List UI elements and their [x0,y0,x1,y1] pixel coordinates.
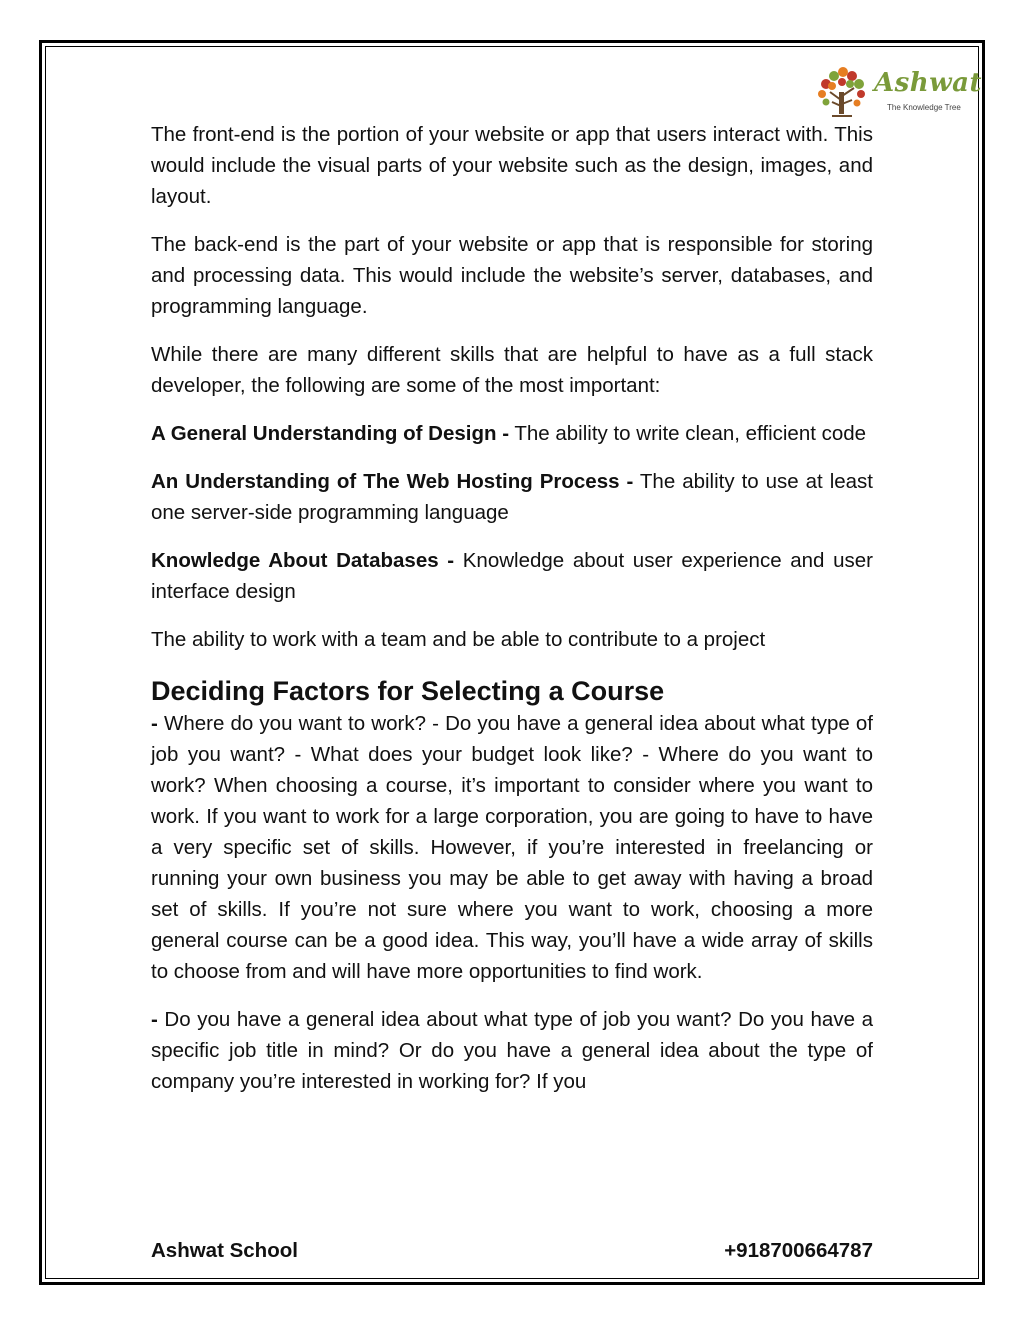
tree-icon [812,62,872,122]
section-paragraph-1-text: Where do you want to work? - Do you have a general idea about what type of job you want? - What does your budget look like? - Where do you want to work? When choosing a course, it’s important to consider where you want to work. If you want to work for a large corporation, you are going to have to have a very specific set of skills. However, if you’re interested in freelancing or running your own business you may be able to get away with having a broad set of skills. If you’re not sure where you want to work, choosing a more general course can be a good idea. This way, you’ll have a wide array of skills to choose from and will have more opportunities to find work. [151,712,873,983]
skill-design-text: The ability to write clean, efficient code [509,422,867,445]
skill-web-hosting [151,466,873,528]
paragraph-frontend: The front-end is the portion of your website or app that users interact with. This would include the visual parts of your website such as the design, images, and layout. [151,123,873,208]
section-paragraph-2-text: Do you have a general idea about what type of job you want? Do you have a specific job title in mind? Or do you have a general idea about the type of company you’re interested in working for? If you [151,1008,873,1093]
logo-tagline: The Knowledge Tree [887,103,961,112]
skill-databases-title: Knowledge About Databases - [151,549,455,572]
skill-databases-text: Knowledge about user experience and user interface design [151,549,873,603]
paragraph-skills-intro: While there are many different skills that are helpful to have as a full stack developer, the following are some of the most important: [151,343,873,397]
dash-1: - [151,712,158,735]
document-body [151,119,873,1114]
paragraph-teamwork: The ability to work with a team and be able to contribute to a project [151,628,766,651]
skill-design [151,418,873,449]
logo-name: Ashwat [874,68,982,98]
skill-databases [151,545,873,607]
page-footer [151,1239,873,1263]
skill-web-hosting-title: An Understanding of The Web Hosting Process - [151,470,634,493]
footer-phone: +918700664787 [724,1239,873,1262]
section-heading: Deciding Factors for Selecting a Course [151,676,665,706]
paragraph-backend: The back-end is the part of your website or app that is responsible for storing and processing data. This would include the website’s server, databases, and programming language. [151,233,873,318]
dash-2: - [151,1008,158,1031]
ashwat-logo [812,62,982,122]
skill-web-hosting-text: The ability to use at least one server-side programming language [151,470,873,524]
section-paragraph-1 [151,708,873,987]
skill-design-title: A General Understanding of Design - [151,422,510,445]
section-paragraph-2 [151,1004,873,1097]
footer-school: Ashwat School [151,1239,298,1262]
